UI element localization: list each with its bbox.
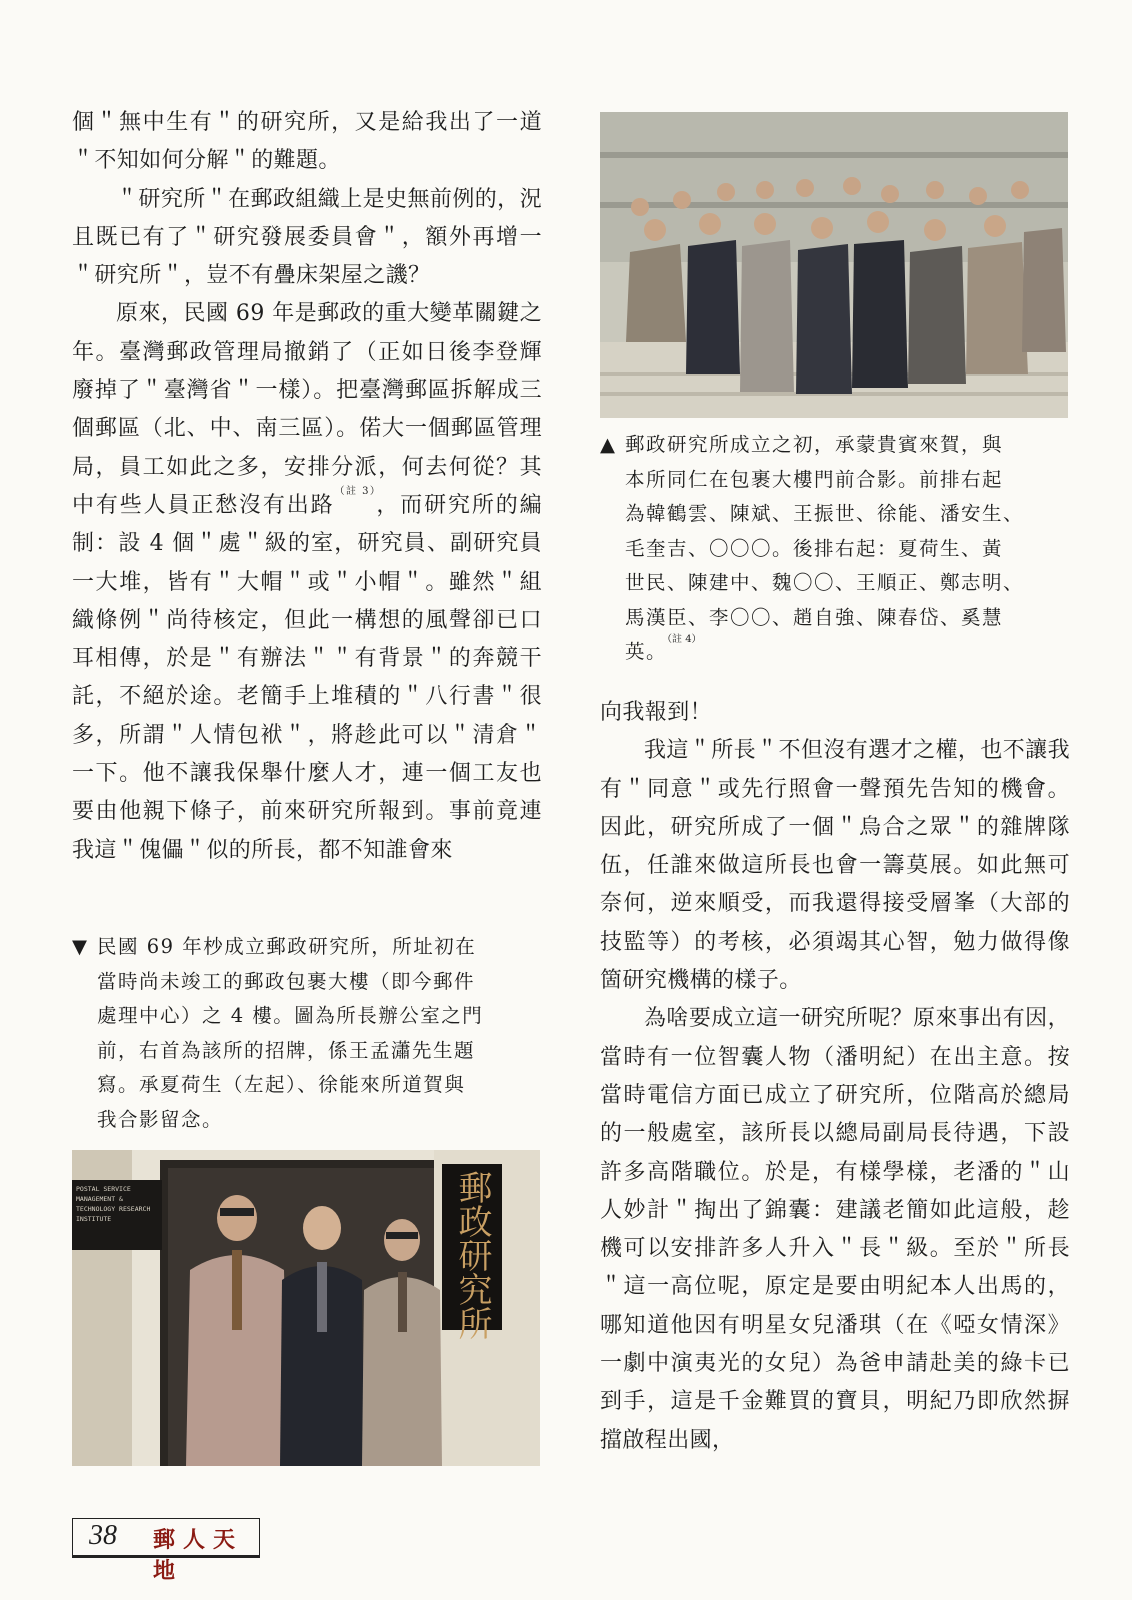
paragraph-5: 我這＂所長＂不但沒有選才之權，也不讓我有＂同意＂或先行照會一聲預先告知的機會。因此，研究所成了一個＂烏合之眾＂的雜牌隊伍，任誰來做這所長也會一籌莫展。如此無可奈何，逆來順受，而我還得接受層峯（大部的技監等）的考核，必須竭其心智，勉力做得像箇研究機構的樣子。 bbox=[600, 738, 1070, 994]
left-column bbox=[72, 104, 542, 870]
footnote-ref-3: （註 3） bbox=[334, 485, 377, 497]
caption-line: 本所同仁在包裹大樓門前合影。前排右起 bbox=[625, 467, 1004, 491]
page-footer bbox=[72, 1518, 260, 1584]
caption-line: 郵政研究所成立之初，承蒙貴賓來賀，與 bbox=[625, 433, 1004, 456]
caption-line: 寫。承夏荷生（左起）、徐能來所道賀與 bbox=[97, 1073, 466, 1096]
footer-rule bbox=[72, 1556, 260, 1558]
group-photo-caption bbox=[600, 428, 1070, 670]
paragraph-3-text: 原來，民國 69 年是郵政的重大變革關鍵之年。臺灣郵政管理局撤銷了（正如日後李登輝廢掉了＂臺灣省＂一樣）。把臺灣郵區拆解成三個郵區（北、中、南三區）。偌大一個郵區管理局，員工如此之多，安排分派，何去何從？其中有些人員正愁沒有出路 bbox=[72, 301, 542, 518]
caption-line: 我合影留念。 bbox=[97, 1107, 224, 1131]
paragraph-3 bbox=[72, 295, 542, 869]
paragraph-2: ＂研究所＂在郵政組織上是史無前例的，況且既已有了＂研究發展委員會＂，額外再增一＂研究所＂，豈不有疊床架屋之譏？ bbox=[72, 186, 542, 289]
triangle-down-marker: ▼ bbox=[72, 935, 89, 958]
office-door-photo bbox=[72, 1150, 540, 1466]
caption-line: 馬漢臣、李〇〇、趙自強、陳春岱、奚慧 bbox=[625, 605, 1004, 629]
right-column bbox=[600, 694, 1070, 1460]
caption-line: 為韓鶴雲、陳斌、王振世、徐能、潘安生、 bbox=[625, 502, 1025, 525]
institute-english-sign: POSTAL SERVICE MANAGEMENT & TECHNOLOGY RESEARCH INSTITUTE bbox=[76, 1185, 151, 1223]
caption-line: 當時尚未竣工的郵政包裹大樓（即今郵件 bbox=[97, 969, 476, 993]
left-photo-caption bbox=[72, 930, 542, 1137]
paragraph-4-end: 向我報到！ bbox=[600, 700, 713, 725]
paragraph-1: 個＂無中生有＂的研究所，又是給我出了一道＂不知如何分解＂的難題。 bbox=[72, 110, 542, 174]
paragraph-6: 為啥要成立這一研究所呢？原來事出有因，當時有一位智囊人物（潘明紀）在出主意。按當時電信方面已成立了研究所，位階高於總局的一般處室，該所長以總局副局長待遇，下設許多高階職位。於是，有樣學樣，老潘的＂山人妙計＂掏出了錦囊：建議老簡如此這般，趁機可以安排許多人升入＂長＂級。至於＂所長＂這一高位呢，原定是要由明紀本人出馬的，哪知道他因有明星女兒潘琪（在《啞女情深》一劇中演夷光的女兒）為爸申請赴美的綠卡已到手，這是千金難買的寶貝，明紀乃即欣然摒擋啟程出國， bbox=[600, 1006, 1070, 1453]
caption-line: 前，右首為該所的招牌，係王孟瀟先生題 bbox=[97, 1038, 476, 1062]
caption-line: 世民、陳建中、魏〇〇、王順正、鄭志明、 bbox=[625, 571, 1025, 594]
triangle-up-marker: ▲ bbox=[600, 433, 617, 456]
magazine-title: 郵人天地 bbox=[153, 1527, 244, 1584]
paragraph-3-cont: ，而研究所的編制：設 4 個＂處＂級的室，研究員、副研究員一大堆，皆有＂大帽＂或＂小帽＂。雖然＂組織條例＂尚待核定，但此一構想的風聲卻已口耳相傳，於是＂有辦法＂＂有背景＂的奔競干託，不絕於途。老簡手上堆積的＂八行書＂很多，所謂＂人情包袱＂，將趁此可以＂清倉＂一下。他不讓我保舉什麼人才，連一個工友也要由他親下條子，前來研究所報到。事前竟連我這＂傀儡＂似的所長，都不知誰會來 bbox=[72, 492, 542, 863]
footnote-ref-4: （註 4） bbox=[667, 634, 702, 645]
institute-chinese-sign: 郵政研究所 bbox=[452, 1170, 492, 1340]
caption-line: 處理中心）之 4 樓。圖為所長辦公室之門 bbox=[97, 1004, 484, 1027]
group-photo bbox=[600, 112, 1068, 418]
caption-line: 毛奎吉、〇〇〇。後排右起：夏荷生、黃 bbox=[625, 536, 1004, 560]
page-number: 38 bbox=[89, 1520, 117, 1551]
caption-line: 民國 69 年杪成立郵政研究所，所址初在 bbox=[97, 935, 477, 958]
caption-line: 英。 bbox=[625, 640, 668, 663]
